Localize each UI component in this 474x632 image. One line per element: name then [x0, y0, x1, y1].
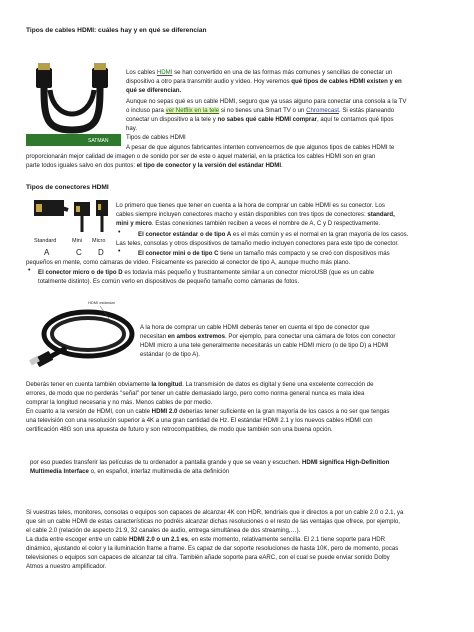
intro-line-2: dispositivo a otro para transmitir audio y vídeo. Hoy veremos qué tipos de cables HDMI existen y en: [126, 78, 402, 85]
last-line-4: La duda entre escoger entre un cable HDMI 2.0 o un 2.1 es, en este momento, relativamente sencilla. El 2.1 tiene soporte para HDR: [26, 536, 386, 543]
label-mini: Mini: [72, 238, 83, 244]
intro-subheading: Tipos de cables HDMI: [126, 134, 186, 141]
label-standard: Standard: [34, 238, 57, 244]
version-line-5: una televisión con una resolución superior a 4K a una gran cantidad de Hz. El estándar HDMI 2.1 y los nuevos cables HDMI con: [26, 417, 373, 424]
last-line-2: que sin un cable HDMI de estas características no podréis alcanzar dichas resoluciones o el resto de las ventajas que ofrece, por ejemplo,: [26, 518, 400, 525]
last-line-6: televisiones o equipos son capaces de alcanzar tal cifra. También añade soporte para eARC, con el cual se puede enviar sonido Dolby: [26, 554, 390, 561]
intro-line-5: o incluso para ver Netflix en la tele si no tienes una Smart TV o un Chromecast. Si estás planeando: [126, 107, 395, 114]
last-line-1: Si vuestras teles, monitores, consolas o equipos son capaces de alcanzar 4K con HDR, tendríais que ir directos a por un cable 2.0 o 2.1, ya: [26, 509, 404, 516]
connectors-line-1: Lo primero que tienes que tener en cuenta a la hora de comprar un cable HDMI es su conector. Los: [116, 202, 385, 209]
connector-illustrations: [30, 192, 114, 238]
document-title: Tipos de cables HDMI: cuáles hay y en qué se diferencian: [26, 27, 207, 34]
version-line-6: certificación 48G son una apuesta de futuro y son retrocompatibles, de modo que también son una buena opción.: [26, 426, 333, 433]
cable-line-1: A la hora de comprar un cable HDMI deberás tener en cuenta el tipo de conector que: [140, 324, 370, 331]
intro-line-10: parte todos iguales salvo en dos puntos: el tipo de conector y la versión del estándar HDMI.: [26, 162, 283, 169]
intro-line-1: Los cables HDMI se han convertido en una de las formas más comunes y sencillas de conectar un: [126, 69, 393, 76]
cable-image-label: HDMI estándar: [88, 300, 115, 305]
version-line-4: En cuanto a la versión de HDMI, con un cable HDMI 2.0 deberías tener suficiente en la gran mayoría de los casos a no ser que tengas: [26, 408, 390, 415]
bullet-a-line-2: Las teles, consolas y otros dispositivos de tamaño medio incluyen conectores para este tipo de conector.: [116, 240, 399, 247]
letter-a: A: [44, 248, 50, 257]
last-line-3: el cable 2.0 (relación de aspecto 21:9, 32 canales de audio, entrega simultánea de dos streaming,…).: [26, 527, 301, 534]
connectors-line-3: mini y micro. Estas conexiones también reciben a veces el nombre de A, C y D respectivamente.: [116, 220, 381, 227]
intro-line-4: Aunque no sepas qué es un cable HDMI, seguro que ya usas alguno para conectar una consola a la TV: [126, 98, 407, 105]
cable-line-4: estándar (o de tipo A).: [140, 351, 200, 358]
intro-line-8: A pesar de que algunos fabricantes intenten convencernos de que algunos tipos de cables HDMI te: [126, 144, 395, 151]
version-line-2: errores, de modo que no perderás "señal" por tener un cable demasiado largo, pero como norma general nunca es mala idea: [26, 390, 365, 397]
letter-d: D: [98, 248, 104, 257]
hdmi-link[interactable]: HDMI: [156, 69, 173, 76]
connectors-heading: Tipos de conectores HDMI: [26, 184, 109, 191]
last-line-5: dinámico, ajustando el color y la iluminación frame a frame. Es capaz de dar soporte resoluciones de hasta 10K, pero de momento, pocas: [26, 545, 399, 552]
bullet-dot: •: [118, 229, 121, 236]
connector-types-image: [30, 192, 114, 262]
intro-line-3: qué se diferencian.: [126, 87, 182, 94]
intro-line-6: conectar un dispositivo a la tele y no sabes qué cable HDMI comprar, aquí te contamos qué tipos: [126, 116, 394, 123]
version-line-1: Deberás tener en cuenta también obviamente la longitud. La transmisión de datos es digital y tiene una excelente corrección de: [26, 381, 374, 388]
connectors-line-2: cables siempre incluyen conectores macho y están disponibles con tres tipos de conectores: standard,: [116, 211, 395, 218]
letter-c: C: [76, 248, 82, 257]
intro-line-9: proporcionarán mejor calidad de imagen o de sonido por ser de este o aquel material, en la práctica los cables HDMI son en gran: [26, 153, 376, 160]
bullet-c-line-2: pequeños en mente, como cámaras de vídeo. Físicamente es parecido al conector de tipo A, aunque mucho más plano.: [26, 259, 351, 266]
netflix-link[interactable]: ver Netflix en la tele: [165, 107, 220, 114]
transfer-line-2: Multimedia Interface o, en español, interfaz multimedia de alta definición: [30, 468, 230, 475]
coiled-cable-image: [26, 296, 136, 372]
bullet-d-line-2: totalmente distinto). Es común verlo en dispositivos de pequeño tamaño como cámaras de fotos.: [38, 278, 300, 285]
cable-line-3: HDMI micro a una tele generalmente necesitarás un cable HDMI micro (o de tipo D) a HDMI: [140, 342, 389, 349]
bullet-d-line-1: El conector micro o de tipo D es todavía más pequeño y frustrantemente similar a un conector microUSB (que es un cable: [38, 269, 374, 276]
bullet-dot: •: [118, 248, 121, 255]
bullet-a-line-1: El conector estándar o de tipo A es el más común y es el normal en la gran mayoría de los casos.: [138, 231, 409, 238]
hdmi-cable-image: [26, 62, 121, 146]
brand-label: SATMAN: [88, 138, 109, 144]
transfer-line-1: por eso puedes transferir las películas de tu ordenador a pantalla grande y que se vean y escuchen. HDMI significa High-Definition: [30, 459, 390, 466]
chromecast-link[interactable]: Chromecast: [306, 107, 339, 114]
version-line-3: comprar la longitud necesaria y no más. Menos cables de por medio.: [26, 399, 213, 406]
bullet-dot: •: [28, 267, 31, 274]
bullet-c-line-1: El conector mini o de tipo C tiene un tamaño más compacto y se creó con dispositivos más: [138, 250, 390, 257]
cable-line-2: necesitan en ambos extremos. Por ejemplo, para conectar una cámara de fotos con conector: [140, 333, 396, 340]
intro-line-7: hay.: [126, 125, 138, 132]
label-micro: Micro: [92, 238, 106, 244]
last-line-7: Atmos a nuestro amplificador.: [26, 563, 107, 570]
